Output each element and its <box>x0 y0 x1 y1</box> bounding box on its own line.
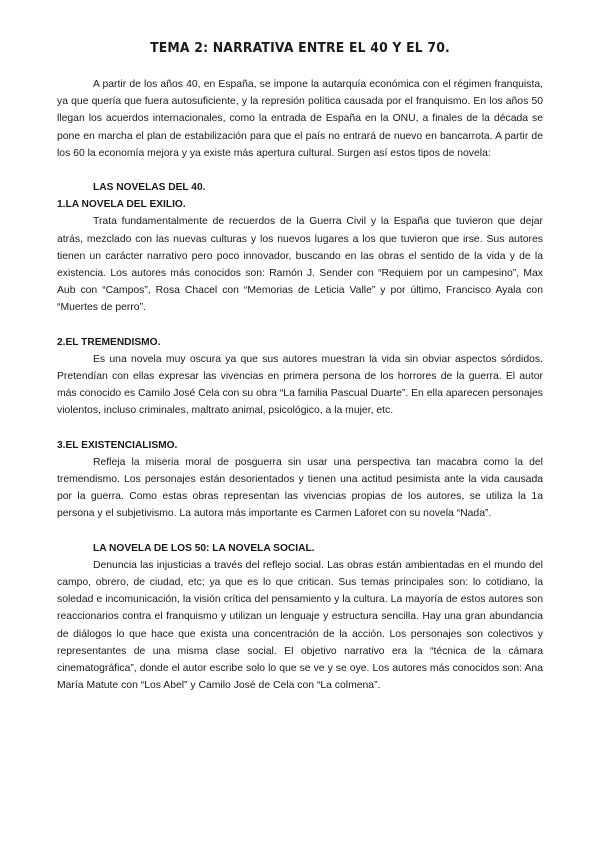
subsection-heading-tremendismo: 2.EL TREMENDISMO. <box>57 336 161 348</box>
subsection-heading-existencialismo: 3.EL EXISTENCIALISMO. <box>57 439 178 451</box>
document-page <box>57 40 543 695</box>
spacer <box>57 162 543 179</box>
spacer <box>57 420 543 437</box>
paragraph-tremendismo: Es una novela muy oscura ya que sus autores muestran la vida sin obviar aspectos sórdidos. Pretendían con ellas expresar las vivencias en primera persona de los horrores de la guerra. El autor más conocido es Camilo José Cela con su obra “La familia Pascual Duarte”. En ella aparecen personajes violentos, incluso criminales, maltrato animal, psicológico, a la mujer, etc. <box>57 353 543 417</box>
paragraph-existencialismo: Refleja la miseria moral de posguerra sin usar una perspectiva tan macabra como la del tremendismo. Los personajes están desorientados y tienen una actitud pesimista ante la vida causada por la guerra. Como estas obras representan las vivencias propias de los autores, se utiliza la 1a persona y el subjetivismo. La autora más importante es Carmen Laforet con su novela “Nada”. <box>57 456 543 520</box>
section-heading-novela-social: LA NOVELA DE LOS 50: LA NOVELA SOCIAL. <box>93 542 315 554</box>
paragraph-novela-social: Denuncia las injusticias a través del reflejo social. Las obras están ambientadas en el mundo del campo, obrero, de ciudad, etc; ya que es lo que critican. Sus temas principales son: lo cotidiano, la soledad e incomunicación, la visión crítica del pensamiento y la cultura. La mayoría de estos autores son reaccionarios contra el franquismo y utilizan un lenguaje y estructura sencilla. Hay una gran abundancia de diálogos lo que hace que exista una concentración de la acción. Los personajes son colectivos y representantes de una misma clase social. El objetivo narrativo era la “técnica de la cámara cinematográfica”, donde el autor escribe solo lo que se ve y se oye. Los autores más conocidos son: Ana María Matute con “Los Abel” y Camilo José de Cela con “La colmena”. <box>57 559 543 692</box>
intro-paragraph: A partir de los años 40, en España, se impone la autarquía económica con el régimen franquista, ya que quería que fuera autosuficiente, y la represión política causada por el franquismo. En los años 50 llegan los acuerdos internacionales, como la entrada de España en la ONU, a finales de la década se pone en marcha el plan de estabilización para que el país no entrará de nuevo en bancarrota. A partir de los 60 la economía mejora y ya existe más apertura cultural. Surgen así estos tipos de novela: <box>57 79 543 159</box>
document-title: TEMA 2: NARRATIVA ENTRE EL 40 Y EL 70. <box>150 40 450 56</box>
subsection-heading-exilio: 1.LA NOVELA DEL EXILIO. <box>57 199 186 211</box>
paragraph-exilio: Trata fundamentalmente de recuerdos de la Guerra Civil y la España que tuvieron que dejar atrás, mezclado con las nuevas culturas y los nuevos lugares a los que tuvieron que irse. Sus autores tienen un carácter narrativo pero poco innovador, buscando en las obras el sentido de la vida y de la existencia. Los autores más conocidos son: Ramón J. Sender con “Requiem por un campesino”, Max Aub con “Campos”, Rosa Chacel con “Memorias de Leticia Valle” y por último, Francisco Ayala con “Muertes de perro”. <box>57 216 543 314</box>
section-heading-novelas-40: LAS NOVELAS DEL 40. <box>93 182 206 194</box>
spacer <box>57 317 543 334</box>
spacer <box>57 523 543 540</box>
